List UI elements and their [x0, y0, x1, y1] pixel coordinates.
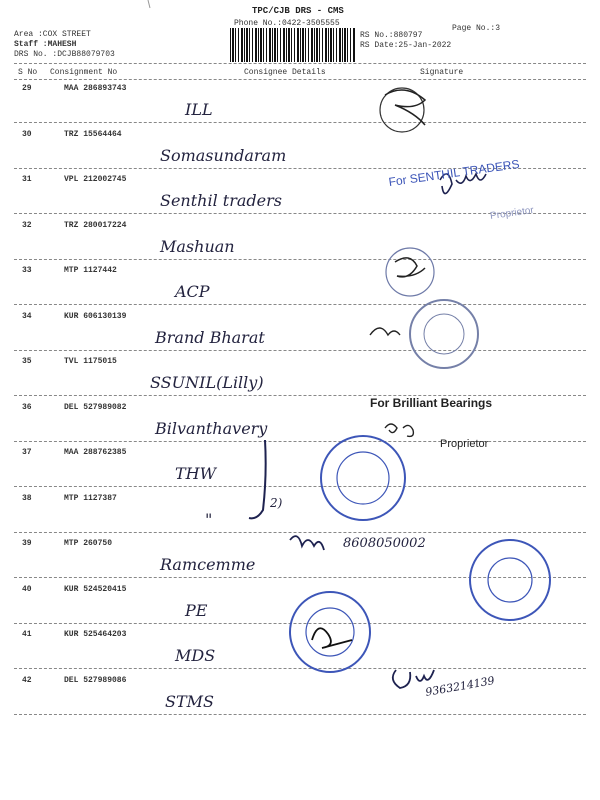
- industrial-suppliers-stamp: [290, 592, 370, 672]
- row-consignment-no: MTP 1127442: [64, 266, 117, 275]
- row-sno: 34: [22, 312, 32, 321]
- page-number: Page No.:3: [452, 24, 501, 33]
- row-consignee-handwriting: Ramcemme: [160, 555, 256, 574]
- col-sno: S No: [18, 68, 38, 77]
- row-sno: 39: [22, 539, 32, 548]
- row-sno: 33: [22, 266, 32, 275]
- row-consignee-handwriting: Bilvanthavery: [155, 419, 268, 438]
- row-sno: 36: [22, 403, 32, 412]
- row-consignment-no: DEL 527989082: [64, 403, 127, 412]
- acp-stamp: [386, 248, 434, 296]
- row-consignment-no: DEL 527989086: [64, 676, 127, 685]
- row-sno: 35: [22, 357, 32, 366]
- staff-label: Staff :MAHESH: [14, 40, 77, 49]
- vks-stamp: [380, 88, 425, 132]
- row-consignment-no: MTP 1127387: [64, 494, 117, 503]
- rs-number: RS No.:880797: [360, 31, 423, 40]
- col-signature: Signature: [420, 68, 464, 77]
- bharat-stamp: [370, 300, 478, 368]
- row-sno: 42: [22, 676, 32, 685]
- phone-number: Phone No.:0422-3505555: [234, 19, 340, 28]
- bracket-line: [249, 440, 266, 518]
- col-consignment: Consignment No: [50, 68, 118, 77]
- row-consignment-no: VPL 212002745: [64, 175, 127, 184]
- rs-date: RS Date:25-Jan-2022: [360, 41, 452, 50]
- brilliant-signature: [385, 424, 413, 436]
- row-consignment-no: MTP 260750: [64, 539, 113, 548]
- bracket-note: 2): [270, 496, 283, 510]
- row-consignee-handwriting: PE: [185, 601, 208, 620]
- row-consignment-no: KUR 606130139: [64, 312, 127, 321]
- mobile-scrawl: 9363214139: [424, 674, 496, 699]
- row-consignment-no: KUR 525464203: [64, 630, 127, 639]
- row-consignee-handwriting: SSUNIL(Lilly): [150, 373, 264, 392]
- row-sno: 31: [22, 175, 32, 184]
- row-consignment-no: MAA 288762385: [64, 448, 127, 457]
- phone-scrawl: 8608050002: [343, 536, 426, 551]
- row-consignee-handwriting: THW: [175, 464, 217, 483]
- brilliant-stamp-role: Proprietor: [440, 438, 489, 450]
- col-consignee: Consignee Details: [244, 68, 326, 77]
- row-sno: 30: [22, 130, 32, 139]
- row-consignee-handwriting: ACP: [175, 282, 210, 301]
- senthil-stamp-text: For SENTHIL TRADERS: [387, 156, 521, 190]
- row-consignee-handwriting: ": [205, 510, 213, 529]
- row-consignment-no: TRZ 15564464: [64, 130, 122, 139]
- hardware-mart-stamp: [321, 436, 405, 520]
- row-consignment-no: TRZ 280017224: [64, 221, 127, 230]
- brilliant-stamp-text: For Brilliant Bearings: [370, 396, 493, 410]
- row-consignee-handwriting: Senthil traders: [160, 191, 282, 210]
- area-label: Area :COX STREET: [14, 30, 91, 39]
- row-consignment-no: TVL 1175015: [64, 357, 117, 366]
- row-consignment-no: KUR 524520415: [64, 585, 127, 594]
- senthil-stamp-role: Proprietor: [489, 204, 535, 223]
- ramcemme-signature: [290, 536, 324, 550]
- row-sno: 32: [22, 221, 32, 230]
- row-consignee-handwriting: MDS: [175, 646, 216, 665]
- row-sno: 41: [22, 630, 32, 639]
- document-title: TPC/CJB DRS - CMS: [252, 6, 344, 16]
- drs-number: DRS No. :DCJB88079703: [14, 50, 115, 59]
- row-sno: 38: [22, 494, 32, 503]
- row-sno: 29: [22, 84, 32, 93]
- row-consignee-handwriting: Mashuan: [160, 237, 235, 256]
- row-sno: 40: [22, 585, 32, 594]
- row-consignee-handwriting: Brand Bharat: [155, 328, 265, 347]
- row-consignee-handwriting: Somasundaram: [160, 146, 287, 165]
- pioneer-engineering-stamp: [470, 540, 550, 620]
- row-consignment-no: MAA 286893743: [64, 84, 127, 93]
- row-sno: 37: [22, 448, 32, 457]
- row-consignee-handwriting: STMS: [165, 692, 214, 711]
- row-consignee-handwriting: ILL: [185, 100, 213, 119]
